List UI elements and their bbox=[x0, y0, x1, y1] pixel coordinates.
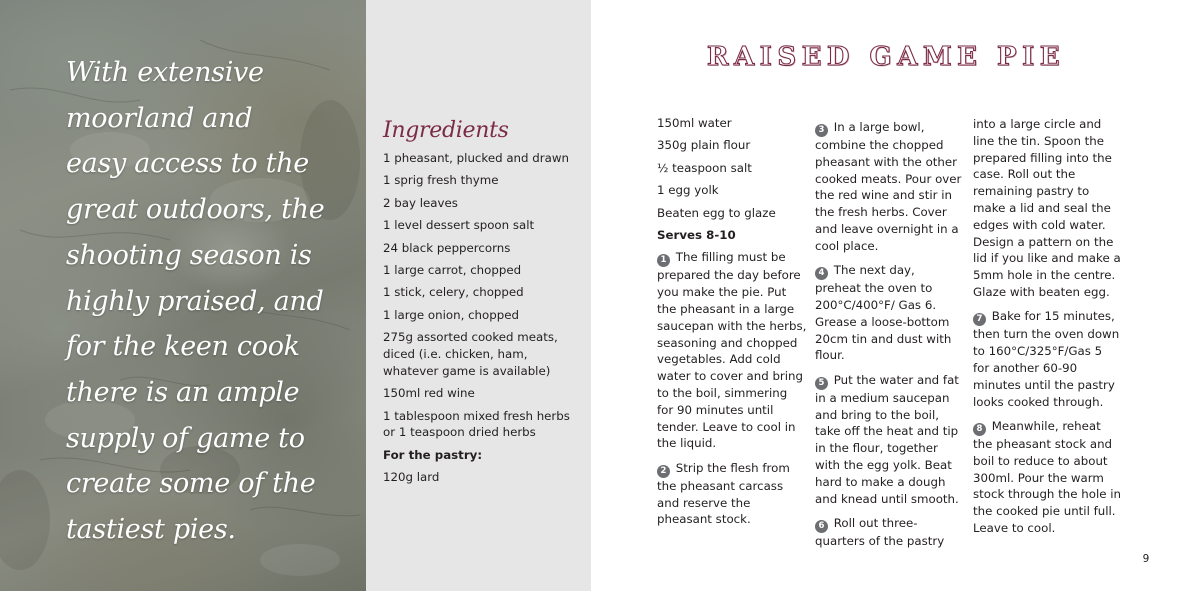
pastry-item: 150ml water bbox=[657, 116, 732, 130]
quote-line: for the keen cook bbox=[66, 331, 300, 363]
intro-quote bbox=[66, 50, 366, 553]
stone-texture-photo bbox=[0, 0, 366, 591]
ingredients-panel bbox=[366, 0, 591, 591]
method-column-2 bbox=[815, 119, 963, 557]
method-column-1 bbox=[657, 115, 807, 536]
ingredient-item: 150ml red wine bbox=[383, 386, 475, 401]
ingredient-item: 1 tablespoon mixed fresh herbs or 1 teaspoon dried herbs bbox=[383, 408, 570, 440]
method-step bbox=[657, 460, 807, 528]
quote-line: highly praised, and bbox=[66, 285, 324, 317]
method-step bbox=[815, 372, 963, 508]
method-step bbox=[973, 308, 1121, 410]
quote-line: create some of the bbox=[66, 468, 316, 500]
step-number-icon: 7 bbox=[973, 313, 986, 326]
method-step bbox=[815, 262, 963, 364]
step-number-icon: 2 bbox=[657, 465, 670, 478]
step-text: The filling must be prepared the day before you make the pie. Put the pheasant in a large saucepan with the herbs, seasoning and chopped vegetables. Add cold water to cover and bring to the boil, simmering for 90 minutes until tender. Leave to cool in the liquid. bbox=[657, 250, 807, 451]
pastry-item: Beaten egg to glaze bbox=[657, 205, 776, 220]
step-number-icon: 1 bbox=[657, 254, 670, 267]
pastry-item: ½ teaspoon salt bbox=[657, 160, 752, 175]
ingredient-item: 24 black peppercorns bbox=[383, 240, 511, 255]
step-text: In a large bowl, combine the chopped pheasant with the other cooked meats. Pour over the red wine and stir in the fresh herbs. Cover and leave overnight in a cool place. bbox=[815, 120, 962, 253]
pastry-item: 1 egg yolk bbox=[657, 183, 719, 198]
ingredient-item: 275g assorted cooked meats, diced (i.e. chicken, ham, whatever game is available) bbox=[383, 330, 558, 378]
step-text: The next day, preheat the oven to 200°C/400°F/ Gas 6. Grease a loose-bottom 20cm tin and dust with flour. bbox=[815, 263, 952, 363]
step-number-icon: 3 bbox=[815, 124, 828, 137]
page-number: 9 bbox=[1142, 553, 1150, 565]
quote-line: moorland and bbox=[66, 102, 253, 134]
quote-line: great outdoors, the bbox=[66, 194, 325, 226]
quote-line: tastiest pies. bbox=[66, 514, 236, 546]
step-number-icon: 8 bbox=[973, 423, 986, 436]
step-number-icon: 6 bbox=[815, 520, 828, 533]
ingredient-item: 1 large carrot, chopped bbox=[383, 262, 522, 277]
ingredient-item: 120g lard bbox=[383, 470, 440, 485]
quote-line: shooting season is bbox=[66, 239, 312, 271]
serves-label: Serves 8-10 bbox=[657, 227, 736, 242]
pastry-item: 350g plain flour bbox=[657, 138, 751, 153]
ingredient-item: 1 sprig fresh thyme bbox=[383, 173, 499, 188]
pastry-subheading: For the pastry: bbox=[383, 447, 483, 462]
ingredient-item: 1 large onion, chopped bbox=[383, 307, 519, 322]
quote-line: With extensive bbox=[66, 57, 264, 88]
method-step bbox=[815, 515, 963, 550]
step-text: Put the water and fat in a medium saucepan and bring to the boil, take off the heat and tip in the flour, together with the egg yolk. Beat hard to make a dough and knead until smooth. bbox=[815, 372, 959, 506]
step-text: Bake for 15 minutes, then turn the oven down to 160°C/325°F/Gas 5 for another 60-90 minutes until the pastry looks cooked through. bbox=[973, 309, 1120, 409]
ingredients-heading: Ingredients bbox=[383, 118, 509, 143]
method-column-3 bbox=[973, 116, 1121, 544]
step-text: Strip the flesh from the pheasant carcass and reserve the pheasant stock. bbox=[657, 460, 790, 527]
method-step bbox=[815, 119, 963, 255]
ingredient-item: 1 pheasant, plucked and drawn bbox=[383, 151, 569, 165]
quote-line: there is an ample bbox=[66, 376, 300, 408]
step-number-icon: 5 bbox=[815, 377, 828, 390]
step-number-icon: 4 bbox=[815, 267, 828, 280]
quote-line: easy access to the bbox=[66, 148, 309, 180]
ingredient-item: 1 stick, celery, chopped bbox=[383, 285, 524, 300]
quote-line: supply of game to bbox=[66, 422, 305, 454]
step-text: Meanwhile, reheat the pheasant stock and boil to reduce to about 300ml. Pour the warm stock through the hole in the cooked pie until full. Leave to cool. bbox=[973, 418, 1122, 535]
ingredient-item: 1 level dessert spoon salt bbox=[383, 218, 535, 233]
recipe-title: RAISED GAME PIE bbox=[706, 42, 1066, 72]
method-step bbox=[973, 418, 1121, 537]
ingredient-item: 2 bay leaves bbox=[383, 195, 458, 210]
ingredients-list bbox=[383, 150, 583, 491]
method-step-continued: into a large circle and line the tin. Spoon the prepared filling into the case. Roll out the remaining pastry to make a lid and seal the edges with cold water. Design a pattern on the lid if you like and make a 5mm hole in the centre. Glaze with beaten egg. bbox=[973, 117, 1121, 299]
step-text: Roll out three-quarters of the pastry bbox=[815, 515, 945, 548]
method-step bbox=[657, 249, 807, 452]
